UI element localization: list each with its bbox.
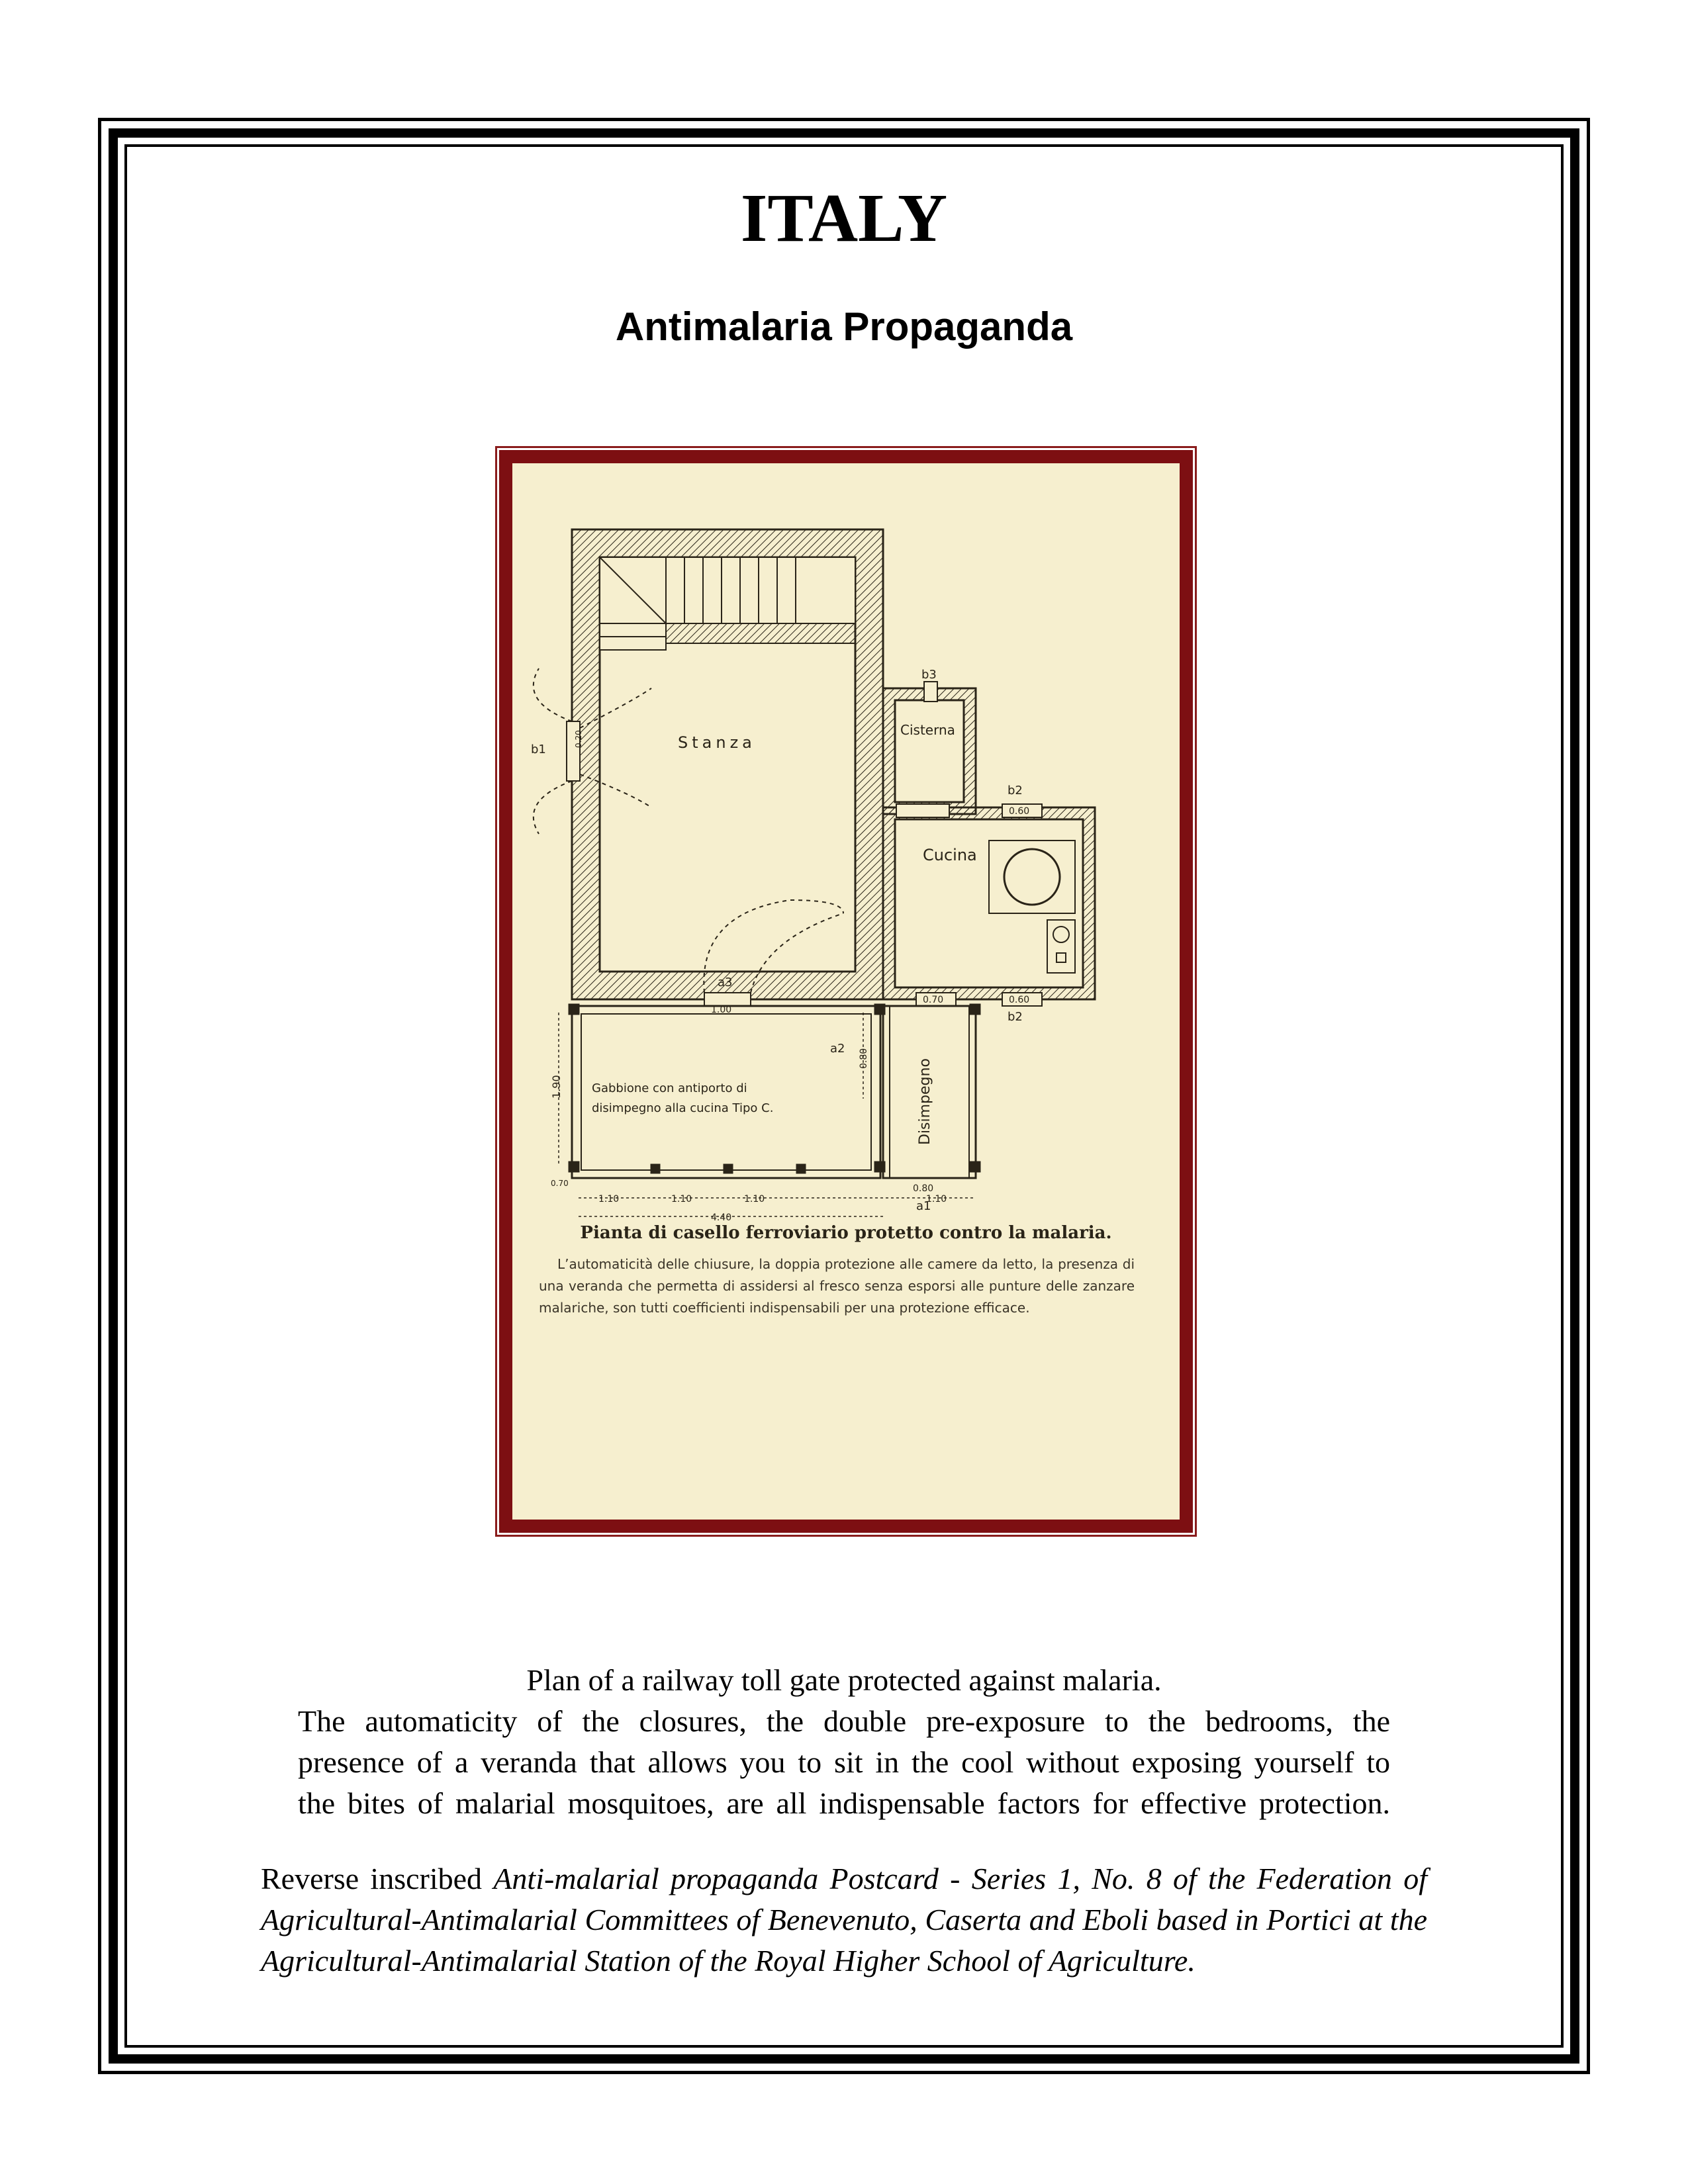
cucina-walls	[883, 807, 1095, 999]
cisterna-walls	[883, 682, 976, 814]
description-line-4: the bites of malarial mosquitoes, are all indispensable factors for effective protection.	[298, 1786, 1390, 1820]
staircase	[600, 557, 855, 650]
plan-labels	[531, 668, 1029, 1223]
dim-110b: 1.10	[671, 1194, 692, 1205]
label-b1: b1	[531, 743, 546, 756]
label-gabbione-2: disimpegno alla cucina Tipo C.	[592, 1101, 774, 1115]
label-a3: a3	[718, 976, 733, 989]
postcard-caption-title: Pianta di casello ferroviario protetto contro la malaria.	[580, 1223, 1112, 1243]
reverse-italic-text: Anti-malarial propaganda Postcard - Series 1, No. 8 of the Federation of Agricultural-Antimalarial Committees of Benevenuto, Caserta and Eboli based in Portici at the Agricultural-Antimalarial Station of the Royal Higher School of Agriculture.	[261, 1862, 1427, 1978]
description-line-2: The automaticity of the closures, the double pre-exposure to the bedrooms, the	[298, 1704, 1390, 1738]
dim-110c: 1.10	[744, 1194, 765, 1205]
label-a1: a1	[916, 1199, 931, 1213]
floor-plan-drawing	[512, 463, 1180, 1520]
dim-100: 1.00	[711, 1005, 732, 1015]
label-b3: b3	[921, 668, 937, 682]
label-stanza: Stanza	[678, 733, 756, 752]
dim-070: 0.70	[923, 995, 944, 1005]
dim-190: 1.90	[550, 1075, 563, 1099]
postcard-image	[512, 463, 1180, 1520]
dim-080-bottom: 0.80	[913, 1183, 934, 1194]
description-line-3: presence of a veranda that allows you to sit in the cool without exposing yourself to	[298, 1745, 1390, 1779]
reverse-prefix: Reverse inscribed	[261, 1862, 494, 1895]
dim-020: 0.20	[574, 730, 583, 748]
page-title: ITALY	[740, 180, 948, 256]
dim-080-side: 0.80	[859, 1048, 869, 1069]
dim-110a: 1.10	[598, 1194, 620, 1205]
label-disimpegno: Disimpegno	[917, 1058, 933, 1145]
description-line-1: Plan of a railway toll gate protected against malaria.	[526, 1663, 1162, 1697]
postcard-caption-body: L’automaticità delle chiusure, la doppia protezione alle camere da letto, la presenza di una veranda che permetta di assidersi al fresco senza esporsi alle punture delle zanzare malariche, son tutti coefficienti indispensabili per una protezione efficace.	[539, 1256, 1135, 1316]
label-a2: a2	[830, 1042, 845, 1056]
dim-110d: 1.10	[926, 1194, 947, 1205]
label-cucina: Cucina	[923, 846, 977, 864]
label-gabbione-1: Gabbione con antiporto di	[592, 1081, 747, 1095]
dim-060-bottom: 0.60	[1009, 995, 1030, 1005]
dim-070-left: 0.70	[551, 1179, 569, 1188]
description	[0, 1660, 1688, 1824]
reverse-inscription	[261, 1858, 1427, 1981]
dim-060-top: 0.60	[1009, 806, 1030, 817]
page-subtitle: Antimalaria Propaganda	[615, 304, 1073, 349]
dim-440: 4.40	[711, 1212, 732, 1223]
label-b2-bottom: b2	[1008, 1010, 1023, 1024]
label-cisterna: Cisterna	[900, 722, 955, 738]
label-b2-top: b2	[1008, 784, 1023, 797]
